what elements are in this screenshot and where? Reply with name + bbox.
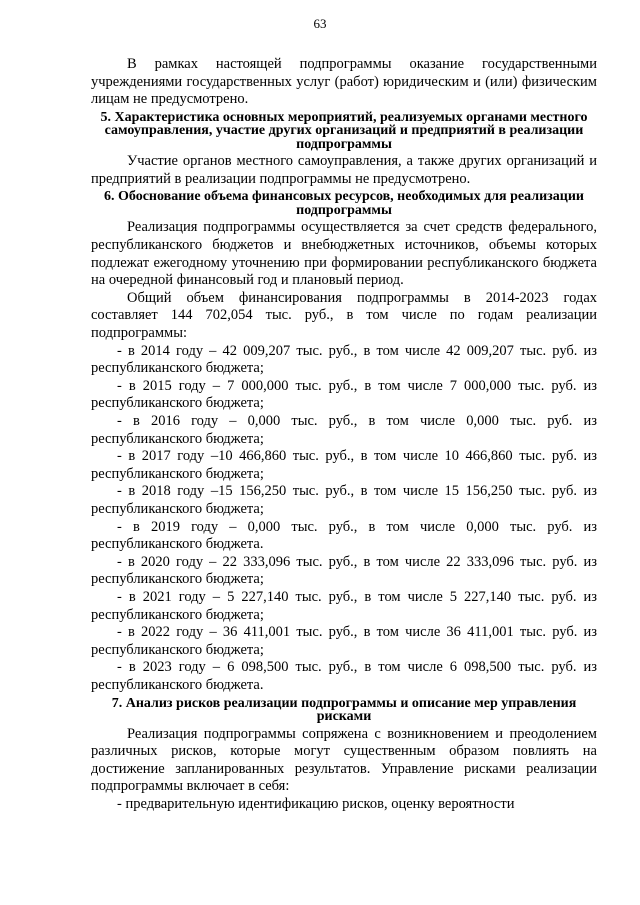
funding-year-item: - в 2018 году –15 156,250 тыс. руб., в том числе 15 156,250 тыс. руб. из республиканского бюджета; (91, 483, 597, 517)
section-7-paragraph: Реализация подпрограммы сопряжена с возникновением и преодолением различных рисков, которые могут существенным образом повлиять на достижение запланированных результатов. Управление рисками реализации подпрограммы включает в себя: (91, 725, 597, 795)
section-6-paragraph-2: Общий объем финансирования подпрограммы в 2014-2023 годах составляет 144 702,054 тыс. руб., в том числе по годам реализации подпрограммы: (91, 289, 597, 342)
funding-year-item: - в 2014 году – 42 009,207 тыс. руб., в том числе 42 009,207 тыс. руб. из республиканского бюджета; (91, 342, 597, 377)
section-5-heading: 5. Характеристика основных мероприятий, реализуемых органами местного самоуправления, участие других организаций и предприятий в реализации подпрограммы (100, 109, 588, 152)
section-6-heading: 6. Обоснование объема финансовых ресурсов, необходимых для реализации подпрограммы (104, 189, 584, 218)
funding-year-item: - в 2022 году – 36 411,001 тыс. руб., в том числе 36 411,001 тыс. руб. из республиканского бюджета; (91, 624, 597, 658)
funding-year-item: - в 2017 году –10 466,860 тыс. руб., в том числе 10 466,860 тыс. руб. из республиканского бюджета; (91, 448, 597, 482)
page-number: 63 (313, 16, 327, 31)
section-5-paragraph: Участие органов местного самоуправления, а также других организаций и предприятий в реализации подпрограммы не предусмотрено. (91, 153, 597, 187)
funding-year-item: - в 2016 году – 0,000 тыс. руб., в том числе 0,000 тыс. руб. из республиканского бюджета; (91, 413, 597, 447)
section-6-paragraph-1: Реализация подпрограммы осуществляется за счет средств федерального, республиканского бюджетов и внебюджетных источников, объемы которых подлежат ежегодному уточнению при формировании республиканского бюджета на очередной финансовый год и плановый период. (91, 219, 597, 289)
page-content (91, 56, 597, 813)
section-7-heading: 7. Анализ рисков реализации подпрограммы и описание мер управления рисками (111, 695, 577, 724)
funding-year-item: - в 2023 году – 6 098,500 тыс. руб., в том числе 6 098,500 тыс. руб. из республиканского бюджета. (91, 659, 597, 693)
risk-list-item: - предварительную идентификацию рисков, оценку вероятности (117, 795, 515, 812)
funding-year-item: - в 2020 году – 22 333,096 тыс. руб., в том числе 22 333,096 тыс. руб. из республиканского бюджета; (91, 553, 597, 588)
funding-year-item: - в 2021 году – 5 227,140 тыс. руб., в том числе 5 227,140 тыс. руб. из республиканского бюджета; (91, 588, 597, 623)
funding-year-item: - в 2015 году – 7 000,000 тыс. руб., в том числе 7 000,000 тыс. руб. из республиканского бюджета; (91, 377, 597, 412)
intro-paragraph: В рамках настоящей подпрограммы оказание государственными учреждениями государственных услуг (работ) юридическим и (или) физическим лицам не предусмотрено. (91, 56, 597, 108)
funding-year-item: - в 2019 году – 0,000 тыс. руб., в том числе 0,000 тыс. руб. из республиканского бюджета. (91, 518, 597, 553)
